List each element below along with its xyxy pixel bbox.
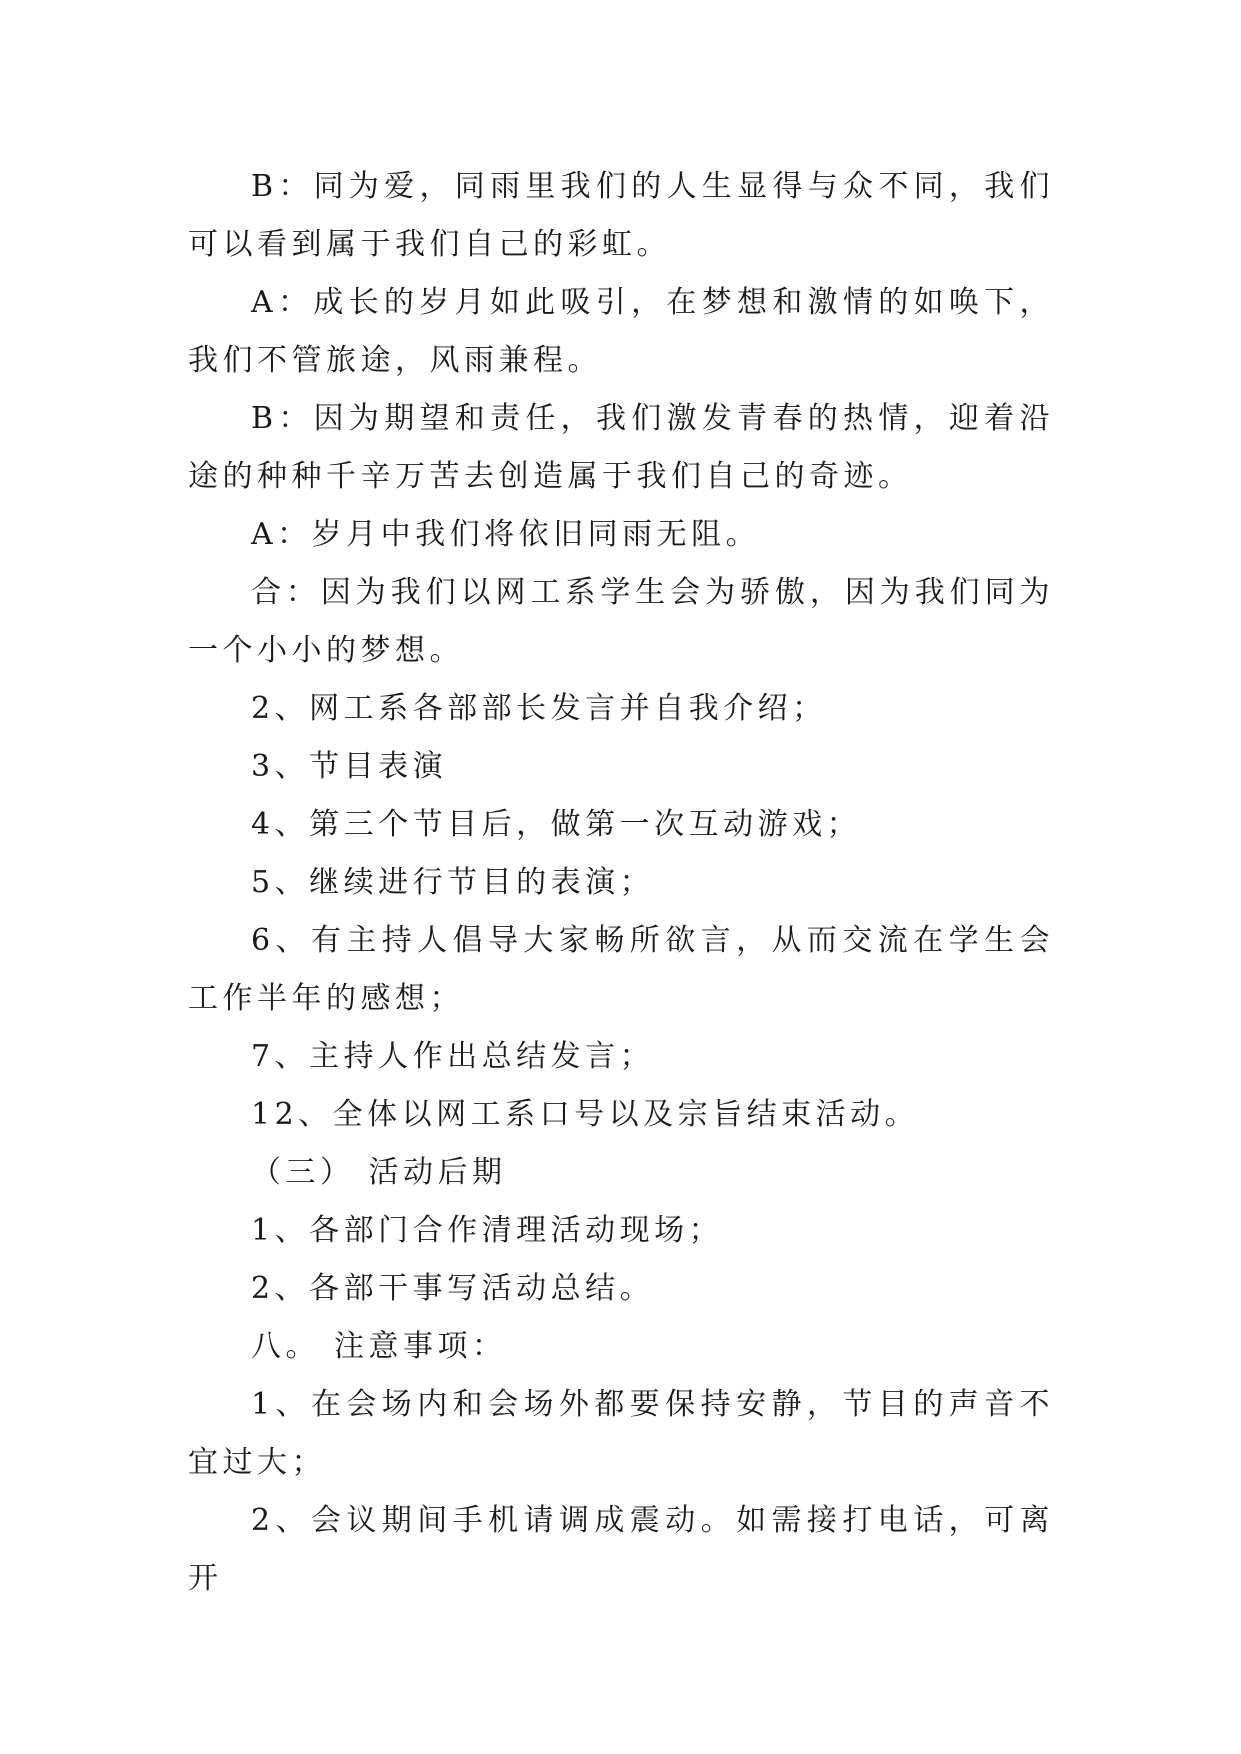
list-item-12: 12、全体以网工系口号以及宗旨结束活动。	[251, 1097, 920, 1132]
dialogue-line-a-1: A：成长的岁月如此吸引，在梦想和激情的如唤下，我们不管旅途，风雨兼程。	[188, 285, 1054, 378]
list-item-5: 5、继续进行节目的表演；	[251, 865, 655, 900]
post-item-1: 1、各部门合作清理活动现场；	[251, 1213, 724, 1248]
dialogue-line-b-1: B：同为爱，同雨里我们的人生显得与众不同，我们可以看到属于我们自己的彩虹。	[188, 169, 1054, 262]
list-item-4: 4、第三个节目后，做第一次互动游戏；	[251, 807, 862, 842]
dialogue-line-b-2: B：因为期望和责任，我们激发青春的热情，迎着沿途的种种千辛万苦去创造属于我们自己的奇迹。	[188, 401, 1054, 494]
document-body	[188, 158, 1054, 1608]
post-item-2: 2、各部干事写活动总结。	[251, 1271, 655, 1306]
list-item-3: 3、节目表演	[251, 749, 448, 784]
list-item-6: 6、有主持人倡导大家畅所欲言，从而交流在学生会工作半年的感想；	[188, 923, 1054, 1016]
dialogue-line-together: 合：因为我们以网工系学生会为骄傲，因为我们同为一个小小的梦想。	[188, 575, 1054, 668]
section-heading-post-activity: （三） 活动后期	[251, 1155, 507, 1190]
note-item-1: 1、在会场内和会场外都要保持安静，节目的声音不宜过大；	[188, 1387, 1054, 1480]
list-item-2: 2、网工系各部部长发言并自我介绍；	[251, 691, 827, 726]
list-item-7: 7、主持人作出总结发言；	[251, 1039, 655, 1074]
dialogue-line-a-2: A：岁月中我们将依旧同雨无阻。	[251, 517, 761, 552]
section-heading-notes: 八。 注意事项：	[251, 1329, 507, 1364]
note-item-2: 2、会议期间手机请调成震动。如需接打电话，可离开	[188, 1503, 1054, 1596]
